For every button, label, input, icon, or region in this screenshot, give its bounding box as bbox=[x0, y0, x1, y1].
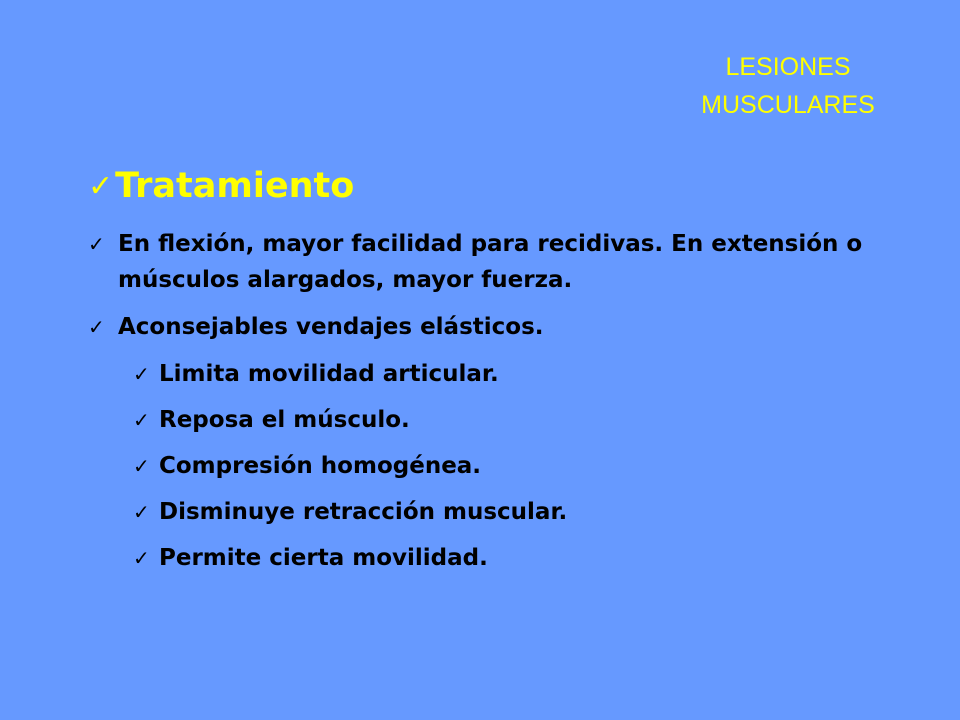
corner-title bbox=[668, 48, 908, 124]
bullet-text: Aconsejables vendajes elásticos. bbox=[118, 314, 544, 340]
bullet-item bbox=[88, 226, 888, 298]
bullet-text: Permite cierta movilidad. bbox=[159, 545, 488, 571]
sub-bullet-item bbox=[88, 494, 888, 530]
sub-bullet-item bbox=[88, 356, 888, 392]
section-heading bbox=[88, 166, 354, 206]
bullet-item bbox=[88, 309, 888, 345]
bullet-list bbox=[88, 226, 888, 586]
sub-bullet-item bbox=[88, 540, 888, 576]
checkmark-icon: ✓ bbox=[88, 315, 105, 339]
sub-bullet-item bbox=[88, 402, 888, 438]
section-heading-text: Tratamiento bbox=[115, 166, 355, 206]
checkmark-icon: ✓ bbox=[88, 168, 114, 204]
checkmark-icon: ✓ bbox=[133, 362, 150, 386]
checkmark-icon: ✓ bbox=[133, 408, 150, 432]
bullet-text: Compresión homogénea. bbox=[159, 453, 482, 479]
checkmark-icon: ✓ bbox=[88, 232, 105, 256]
bullet-text: Limita movilidad articular. bbox=[159, 361, 499, 387]
corner-title-line-1: LESIONES bbox=[725, 53, 851, 81]
checkmark-icon: ✓ bbox=[133, 546, 150, 570]
checkmark-icon: ✓ bbox=[133, 454, 150, 478]
bullet-text: En flexión, mayor facilidad para recidivas. En extensión o músculos alargados, mayor fuerza. bbox=[118, 231, 863, 293]
corner-title-line-2: MUSCULARES bbox=[701, 91, 875, 119]
checkmark-icon: ✓ bbox=[133, 500, 150, 524]
sub-bullet-item bbox=[88, 448, 888, 484]
bullet-text: Reposa el músculo. bbox=[159, 407, 410, 433]
bullet-text: Disminuye retracción muscular. bbox=[159, 499, 568, 525]
